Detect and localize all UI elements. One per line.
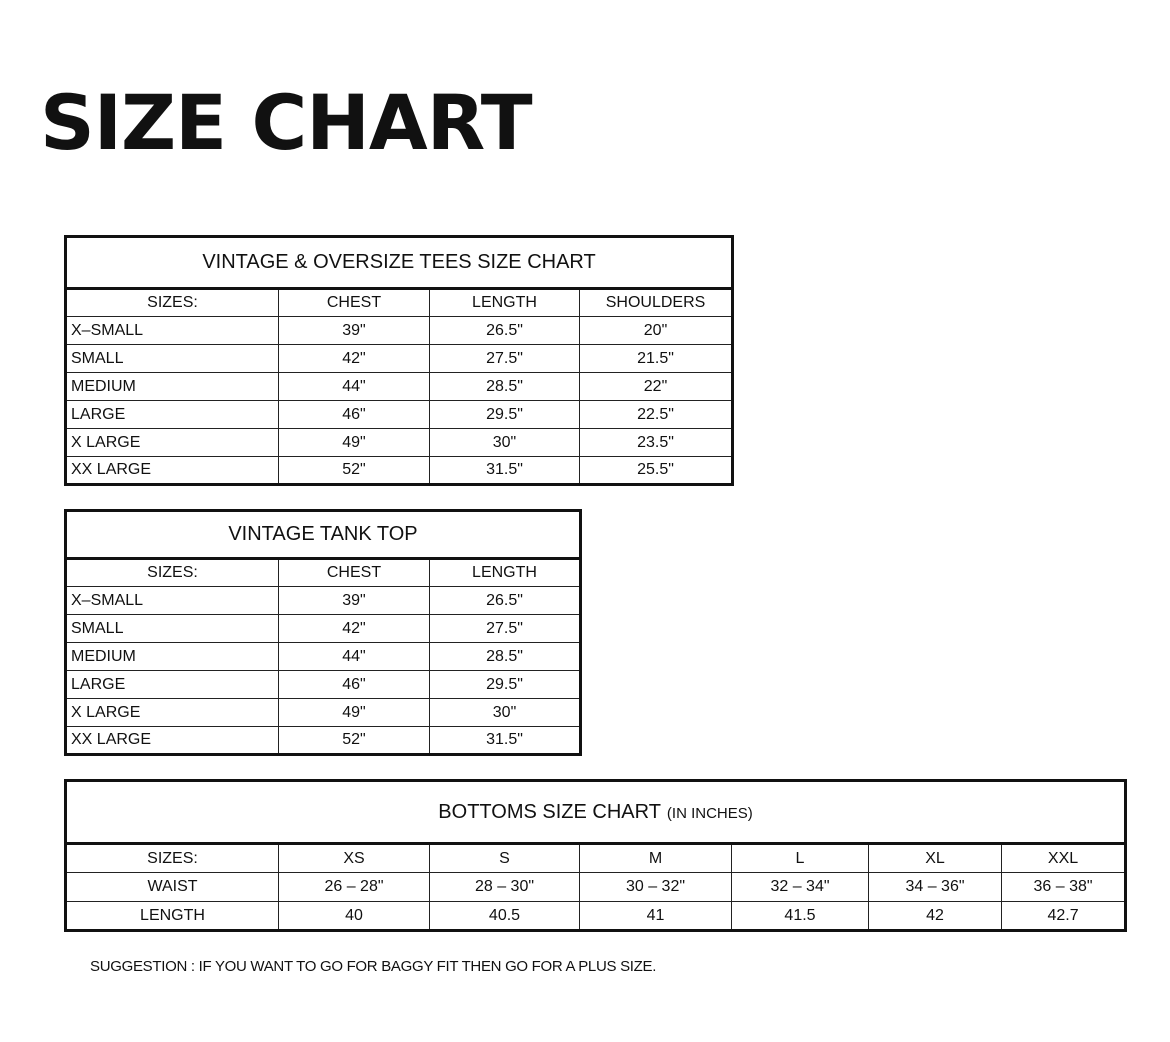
table-cell: 34 – 36" [869, 873, 1002, 902]
table-row [66, 429, 733, 457]
table-row [66, 615, 581, 643]
table-cell: L [732, 844, 869, 873]
table-row [66, 873, 1126, 902]
table-cell: 29.5" [430, 671, 581, 699]
table-cell: LENGTH [430, 559, 581, 587]
tank-size-table [64, 509, 582, 756]
table-cell: 42 [869, 902, 1002, 931]
table-cell: 30" [430, 699, 581, 727]
table-row [66, 643, 581, 671]
table-cell: 44" [279, 643, 430, 671]
table-row [66, 401, 733, 429]
table-cell: 26.5" [430, 587, 581, 615]
table-row [66, 345, 733, 373]
table-title-text: VINTAGE & OVERSIZE TEES SIZE CHART [202, 251, 596, 273]
table-title [66, 511, 581, 559]
table-cell: 42" [279, 615, 430, 643]
row-label: SIZES: [66, 289, 279, 317]
table-title [66, 237, 733, 289]
row-label: XX LARGE [66, 727, 279, 755]
table-cell: 41 [580, 902, 732, 931]
table-cell: 28.5" [430, 373, 580, 401]
table-cell: CHEST [279, 559, 430, 587]
table-title [66, 781, 1126, 844]
table-row [66, 699, 581, 727]
table-row [66, 457, 733, 485]
row-label: LARGE [66, 401, 279, 429]
table-cell: XL [869, 844, 1002, 873]
table-row [66, 902, 1126, 931]
table-title-text: VINTAGE TANK TOP [228, 523, 418, 545]
table-row [66, 373, 733, 401]
table-cell: 41.5 [732, 902, 869, 931]
table-cell: 28.5" [430, 643, 581, 671]
table-subtitle: (IN INCHES) [666, 804, 753, 822]
table-cell: 49" [279, 699, 430, 727]
row-label: MEDIUM [66, 373, 279, 401]
table-cell: 21.5" [580, 345, 733, 373]
row-label: WAIST [66, 873, 279, 902]
table-cell: 26 – 28" [279, 873, 430, 902]
table-cell: 32 – 34" [732, 873, 869, 902]
table-row [66, 727, 581, 755]
table-row [66, 671, 581, 699]
row-label: SMALL [66, 615, 279, 643]
table-cell: 42" [279, 345, 430, 373]
table-cell: 28 – 30" [430, 873, 580, 902]
table-header-row [66, 844, 1126, 873]
row-label: MEDIUM [66, 643, 279, 671]
row-label: X LARGE [66, 699, 279, 727]
tees-size-table [64, 235, 734, 486]
table-header-row [66, 559, 581, 587]
table-cell: 40.5 [430, 902, 580, 931]
table-cell: 39" [279, 587, 430, 615]
table-cell: 31.5" [430, 457, 580, 485]
table-cell: 39" [279, 317, 430, 345]
table-cell: 46" [279, 671, 430, 699]
table-cell: 20" [580, 317, 733, 345]
page-title: SIZE CHART [40, 78, 532, 167]
table-cell: 44" [279, 373, 430, 401]
row-label: XX LARGE [66, 457, 279, 485]
table-row [66, 317, 733, 345]
table-cell: 31.5" [430, 727, 581, 755]
row-label: X–SMALL [66, 587, 279, 615]
bottoms-size-table [64, 779, 1127, 932]
table-cell: 22" [580, 373, 733, 401]
table-cell: LENGTH [430, 289, 580, 317]
table-cell: 52" [279, 727, 430, 755]
row-label: SIZES: [66, 559, 279, 587]
table-cell: 22.5" [580, 401, 733, 429]
row-label: LARGE [66, 671, 279, 699]
table-header-row [66, 289, 733, 317]
row-label: X LARGE [66, 429, 279, 457]
suggestion-note: SUGGESTION : IF YOU WANT TO GO FOR BAGGY FIT THEN GO FOR A PLUS SIZE. [90, 958, 657, 975]
table-cell: 49" [279, 429, 430, 457]
table-cell: CHEST [279, 289, 430, 317]
table-cell: 23.5" [580, 429, 733, 457]
table-cell: SHOULDERS [580, 289, 733, 317]
table-cell: 42.7 [1002, 902, 1126, 931]
table-cell: 40 [279, 902, 430, 931]
table-title-text: BOTTOMS SIZE CHART [438, 800, 661, 823]
row-label: X–SMALL [66, 317, 279, 345]
row-label: SMALL [66, 345, 279, 373]
table-cell: 36 – 38" [1002, 873, 1126, 902]
table-cell: 29.5" [430, 401, 580, 429]
table-cell: 27.5" [430, 345, 580, 373]
table-cell: XXL [1002, 844, 1126, 873]
table-cell: 46" [279, 401, 430, 429]
table-cell: S [430, 844, 580, 873]
table-cell: 25.5" [580, 457, 733, 485]
table-cell: M [580, 844, 732, 873]
table-cell: 26.5" [430, 317, 580, 345]
table-cell: 30 – 32" [580, 873, 732, 902]
table-row [66, 587, 581, 615]
table-cell: 27.5" [430, 615, 581, 643]
row-label: LENGTH [66, 902, 279, 931]
row-label: SIZES: [66, 844, 279, 873]
table-cell: 52" [279, 457, 430, 485]
table-cell: 30" [430, 429, 580, 457]
table-cell: XS [279, 844, 430, 873]
